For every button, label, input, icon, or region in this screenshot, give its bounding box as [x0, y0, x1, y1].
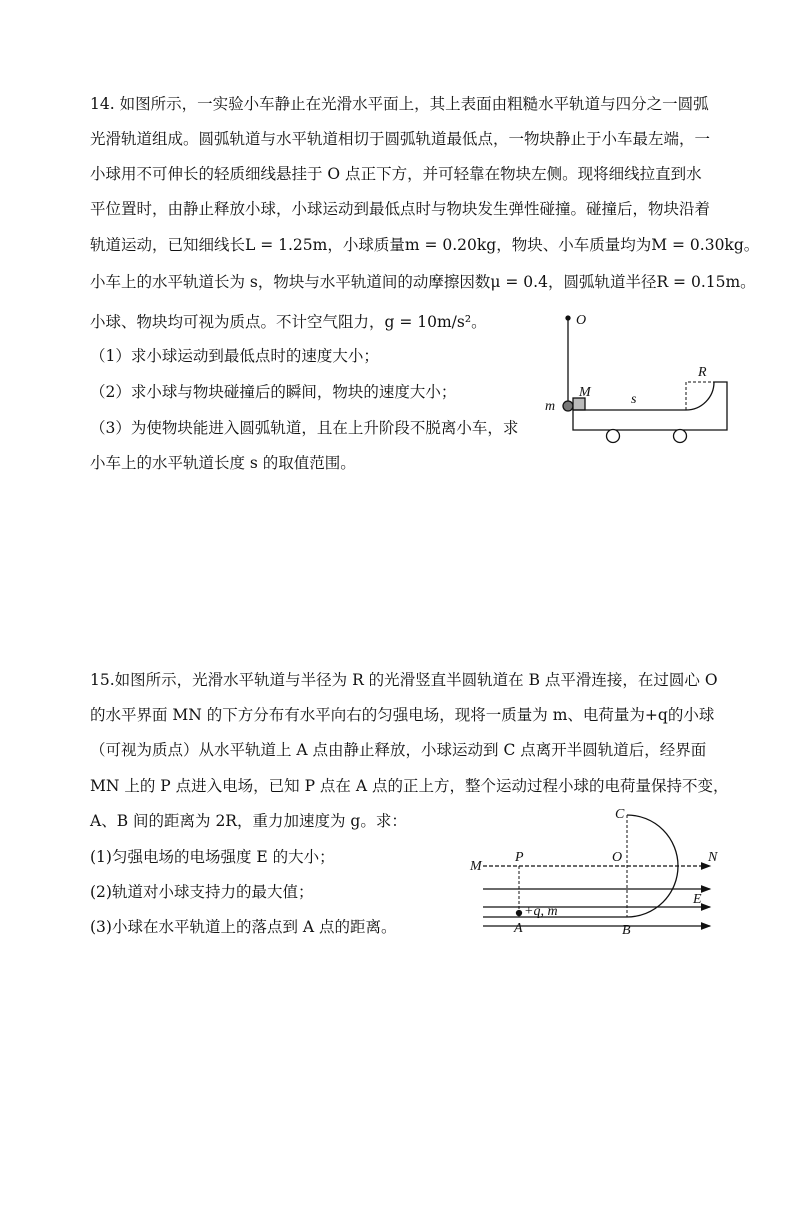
wheel [607, 430, 620, 443]
q14-line: 小车上的水平轨道长为 s，物块与水平轨道间的动摩擦因数μ = 0.4，圆弧轨道半径R = 0.15m。 [90, 273, 756, 291]
label-m: m [545, 399, 556, 414]
wheel [674, 430, 687, 443]
charged-ball [517, 911, 522, 916]
q15-subquestion-2: (2)轨道对小球支持力的最大值； [90, 883, 314, 901]
label-O: O [576, 313, 587, 328]
q14-line: 14. 如图所示，一实验小车静止在光滑水平面上，其上表面由粗糙水平轨道与四分之一圆弧 [90, 95, 709, 113]
label-M: M [579, 385, 591, 400]
label-M: M [470, 859, 482, 874]
label-B: B [622, 923, 631, 938]
q15-subquestion-1: (1)匀强电场的电场强度 E 的大小； [90, 848, 335, 866]
field-diagram [483, 815, 710, 926]
label-R: R [698, 365, 707, 380]
label-C: C [615, 807, 625, 822]
label-O: O [612, 850, 623, 865]
q15-subquestion-3: (3)小球在水平轨道上的落点到 A 点的距离。 [90, 918, 397, 936]
label-N: N [708, 850, 718, 865]
q14-line: 轨道运动，已知细线长L = 1.25m，小球质量m = 0.20kg，物块、小车质量均为M = 0.30kg。 [90, 236, 760, 254]
label-s: s [631, 392, 637, 407]
q14-line: 小球用不可伸长的轻质细线悬挂于 O 点正下方，并可轻靠在物块左侧。现将细线拉直到水 [90, 165, 702, 183]
label-P: P [515, 850, 524, 865]
q15-line: 15.如图所示，光滑水平轨道与半径为 R 的光滑竖直半圆轨道在 B 点平滑连接，在过圆心 O [90, 671, 718, 689]
q15-line: 的水平界面 MN 的下方分布有水平向右的匀强电场，现将一质量为 m、电荷量为+q的小球 [90, 706, 715, 724]
q15-line: MN 上的 P 点进入电场，已知 P 点在 A 点的正上方，整个运动过程小球的电荷量保持不变， [90, 777, 729, 795]
q14-line: 小车上的水平轨道长度 s 的取值范围。 [90, 454, 356, 472]
q14-line: 小球、物块均可视为质点。不计空气阻力，g = 10m/s²。 [90, 313, 487, 331]
q14-subquestion-3: （3）为使物块能进入圆弧轨道，且在上升阶段不脱离小车，求 [90, 419, 519, 437]
cart-body [573, 382, 727, 430]
label-charge: +q, m [524, 904, 558, 919]
q14-line: 光滑轨道组成。圆弧轨道与水平轨道相切于圆弧轨道最低点，一物块静止于小车最左端，一 [90, 130, 711, 148]
q14-subquestion-2: （2）求小球与物块碰撞后的瞬间，物块的速度大小； [90, 383, 457, 401]
ball [563, 401, 573, 411]
q14-line: 平位置时，由静止释放小球，小球运动到最低点时与物块发生弹性碰撞。碰撞后，物块沿着 [90, 200, 711, 218]
q15-line: A、B 间的距离为 2R，重力加速度为 g。求： [90, 812, 407, 830]
label-A: A [514, 921, 523, 936]
q15-line: （可视为质点）从水平轨道上 A 点由静止释放，小球运动到 C 点离开半圆轨道后，经界面 [90, 741, 707, 759]
q14-subquestion-1: （1）求小球运动到最低点时的速度大小； [90, 347, 379, 365]
label-E: E [693, 892, 702, 907]
